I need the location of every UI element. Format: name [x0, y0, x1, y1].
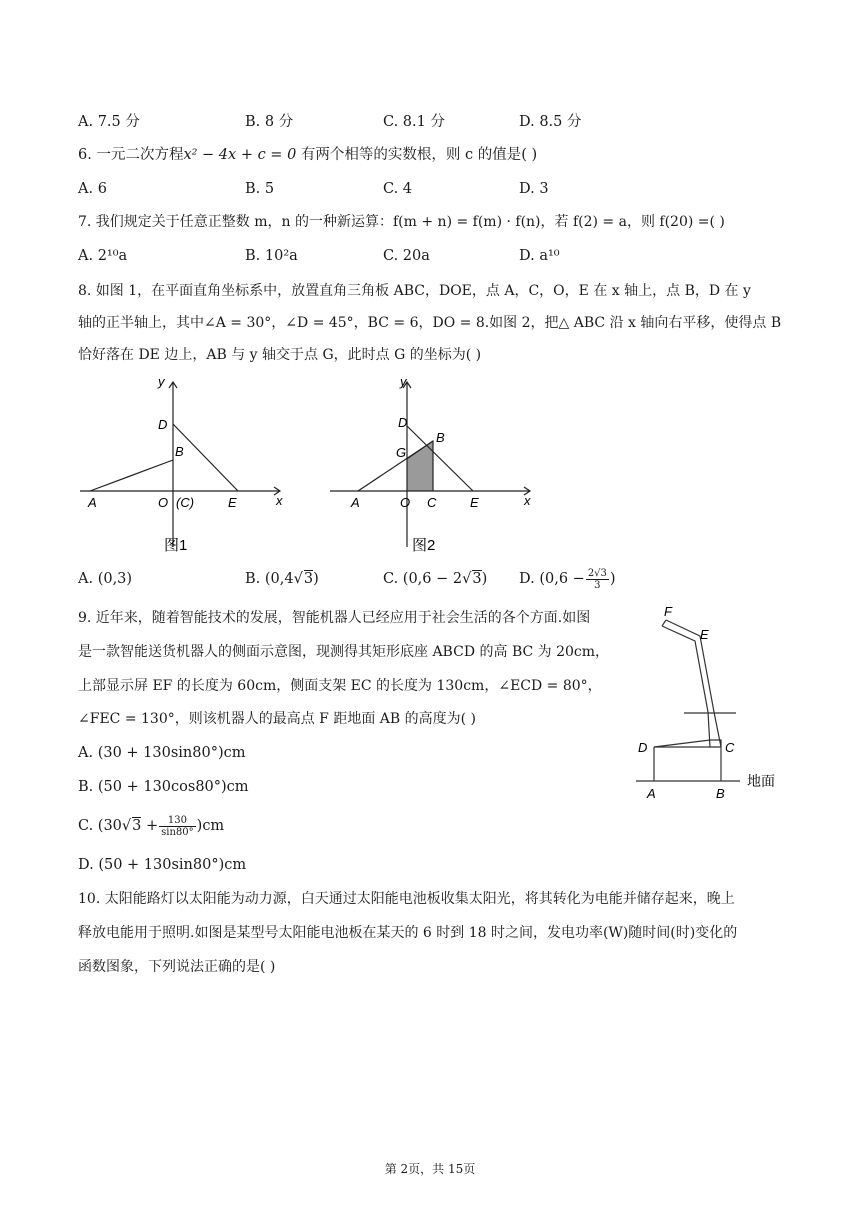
question-8-line-3: 恰好落在 DE 边上，AB 与 y 轴交于点 G，此时点 G 的坐标为( ) — [78, 347, 482, 363]
robot-label-c: C — [725, 740, 735, 755]
robot-ground-label: 地面 — [747, 773, 775, 789]
fig2-label-g: G — [396, 445, 407, 460]
fig2-x-label: x — [524, 493, 531, 508]
q5-option-b: B. 8 分 — [245, 114, 294, 130]
robot-label-a: A — [647, 786, 656, 801]
q9-option-c-fraction — [159, 815, 196, 838]
figure-2 — [330, 372, 540, 558]
q9-option-b: B. (50 + 130cos80°)cm — [78, 779, 249, 795]
question-10-line-2: 释放电能用于照明.如图是某型号太阳能电池板在某天的 6 时到 18 时之间，发电功率(W)随时间(时)变化的 — [78, 925, 738, 941]
fig2-label-e: E — [470, 495, 479, 510]
q7-option-d: D. a¹⁰ — [519, 248, 560, 264]
question-10-line-1: 10. 太阳能路灯以太阳能为动力源，白天通过太阳能电池板收集太阳光，将其转化为电能并储存起来，晚上 — [78, 891, 735, 907]
q8-option-b-radicand: 3 — [303, 571, 314, 587]
fig1-label-d: D — [158, 417, 168, 432]
q7-option-b: B. 10²a — [245, 248, 298, 264]
question-10-line-3: 函数图象，下列说法正确的是( ) — [78, 959, 276, 975]
q8-option-c-suffix: ) — [481, 571, 488, 587]
q8-option-b: B. (0,4√3) — [245, 571, 319, 587]
fig1-label-b: B — [175, 444, 184, 459]
q8-option-c-prefix: C. (0,6 − 2 — [383, 571, 463, 587]
q9-option-c-numerator: 130 — [159, 815, 196, 827]
q9-option-c-suffix: )cm — [196, 818, 225, 834]
q9-option-a: A. (30 + 130sin80°)cm — [78, 745, 246, 761]
figure-1 — [80, 372, 290, 558]
q7-option-c: C. 20a — [383, 248, 430, 264]
q6-option-d: D. 3 — [519, 181, 549, 197]
q9-option-c-plus: + — [141, 818, 159, 834]
fig2-label-o: O — [400, 495, 411, 510]
q6-stem-suffix: 有两个相等的实数根，则 c 的值是( ) — [300, 147, 538, 163]
q9-option-c-denominator: sin80° — [161, 826, 194, 838]
question-6-stem — [78, 145, 537, 165]
fig2-label-c: C — [427, 495, 437, 510]
q9-option-c: C. (30√3 + $\frac{130}{\sin 80^\circ}$ )cm — [78, 814, 225, 838]
q8-option-b-suffix: ) — [313, 571, 319, 587]
q8-option-d-denominator: 3 — [594, 579, 601, 591]
q9-option-c-prefix: C. (30 — [78, 818, 122, 834]
q6-option-a: A. 6 — [78, 181, 107, 197]
q6-equation: x² − 4x + c = 0 — [183, 147, 297, 163]
robot-label-f: F — [664, 604, 672, 619]
q8-option-d — [519, 566, 616, 592]
fig2-y-label: y — [400, 374, 407, 389]
fig2-caption: 图2 — [412, 537, 436, 554]
q6-option-b: B. 5 — [245, 181, 275, 197]
q6-option-c: C. 4 — [383, 181, 413, 197]
fig2-label-d: D — [398, 415, 408, 430]
q6-stem-prefix: 6. 一元二次方程 — [78, 147, 184, 163]
robot-diagram — [630, 600, 790, 805]
question-8-line-2: 轴的正半轴上，其中∠A = 30°，∠D = 45°，BC = 6，DO = 8.如图 2，把△ ABC 沿 x 轴向右平移，使得点 B — [78, 315, 782, 331]
fig1-caption: 图1 — [164, 537, 188, 554]
robot-label-b: B — [716, 786, 725, 801]
q5-option-d: D. 8.5 分 — [519, 114, 582, 130]
page-footer: 第 2页，共 15页 — [384, 1162, 476, 1176]
q8-option-c: C. (0,6 − 2√3) — [383, 571, 488, 587]
fig1-label-e: E — [228, 495, 237, 510]
question-9-line-1: 9. 近年来，随着智能技术的发展，智能机器人已经应用于社会生活的各个方面.如图 — [78, 610, 591, 626]
q8-option-d-fraction — [586, 568, 609, 591]
question-9-line-2: 是一款智能送货机器人的侧面示意图，现测得其矩形底座 ABCD 的高 BC 为 20cm， — [78, 644, 610, 660]
q5-option-a: A. 7.5 分 — [78, 114, 140, 130]
q9-option-c-radicand: 3 — [132, 818, 142, 834]
q5-option-c: C. 8.1 分 — [383, 114, 445, 130]
question-8-line-1: 8. 如图 1，在平面直角坐标系中，放置直角三角板 ABC，DOE，点 A，C，O，E 在 x 轴上，点 B，D 在 y — [78, 283, 751, 299]
fig1-label-a: A — [88, 495, 97, 510]
fig1-y-label: y — [158, 374, 165, 389]
q8-option-d-prefix: D. (0,6 − — [519, 571, 585, 587]
q8-option-d-numerator: 2√3 — [587, 567, 607, 579]
fig1-label-o: O — [158, 495, 169, 510]
q8-option-a: A. (0,3) — [78, 571, 133, 587]
q8-option-d-suffix: ) — [609, 571, 616, 587]
robot-label-d: D — [638, 740, 648, 755]
question-7-stem: 7. 我们规定关于任意正整数 m，n 的一种新运算：f(m + n) = f(m) · f(n)，若 f(2) = a，则 f(20) =( ) — [78, 214, 725, 230]
fig1-label-c: (C) — [176, 495, 195, 510]
q8-option-b-prefix: B. (0,4 — [245, 571, 294, 587]
question-9-line-4: ∠FEC = 130°，则该机器人的最高点 F 距地面 AB 的高度为( ) — [78, 711, 477, 727]
fig2-label-a: A — [351, 495, 360, 510]
fig2-label-b: B — [436, 430, 445, 445]
question-9-line-3: 上部显示屏 EF 的长度为 60cm，侧面支架 EC 的长度为 130cm，∠ECD = 80°， — [78, 678, 602, 694]
q7-option-a: A. 2¹⁰a — [78, 248, 128, 264]
q9-option-d: D. (50 + 130sin80°)cm — [78, 857, 247, 873]
robot-label-e: E — [700, 627, 709, 642]
q8-option-c-radicand: 3 — [472, 571, 482, 587]
fig1-x-label: x — [276, 493, 283, 508]
